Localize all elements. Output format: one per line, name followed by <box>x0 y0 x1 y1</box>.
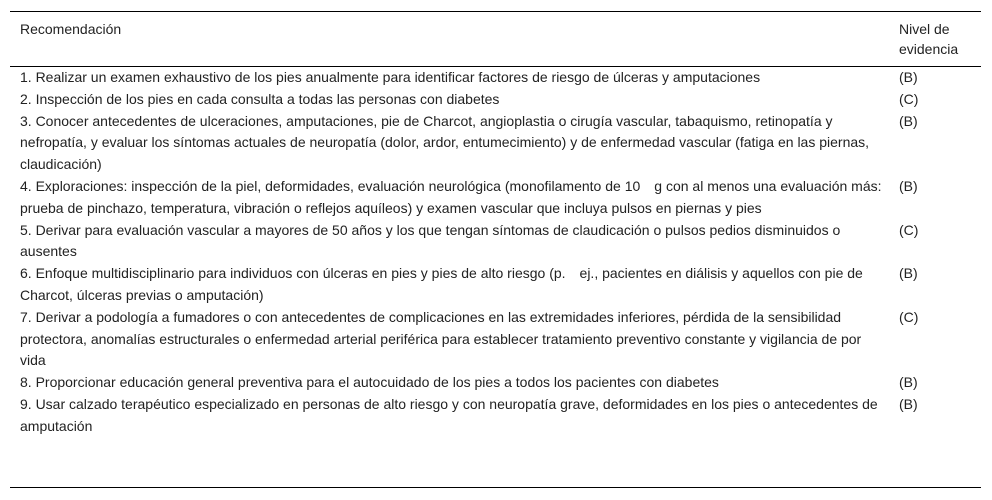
evidence-level-cell: (B) <box>899 177 918 194</box>
evidence-level-cell: (C) <box>899 221 919 238</box>
table-row <box>10 111 981 176</box>
table-bottom-rule <box>10 487 981 488</box>
table-body <box>10 67 981 438</box>
table-row <box>10 176 981 220</box>
table-row <box>10 307 981 372</box>
recommendation-cell: 7. Derivar a podología a fumadores o con antecedentes de complicaciones en las extremidades inferiores, pérdida de la sensibilidad protectora, anomalías estructurales o enfermedad arterial periférica para establecer tratamiento preventivo constante y vigilancia de por vida <box>20 308 862 369</box>
table-row <box>10 67 981 89</box>
recommendation-cell: 2. Inspección de los pies en cada consulta a todas las personas con diabetes <box>20 90 500 107</box>
recommendation-cell: 4. Exploraciones: inspección de la piel, deformidades, evaluación neurológica (monofilamento de 10 g con al menos una evaluación más: prueba de pinchazo, temperatura, vibración o reflejos aquíleos) y examen vascular que incluya pulsos en piernas y pies <box>20 177 882 216</box>
evidence-level-cell: (B) <box>899 374 918 391</box>
recommendation-cell: 5. Derivar para evaluación vascular a mayores de 50 años y los que tengan síntomas de claudicación o pulsos pedios disminuidos o ausentes <box>20 221 841 260</box>
table-row <box>10 89 981 111</box>
recommendation-cell: 9. Usar calzado terapéutico especializado en personas de alto riesgo y con neuropatía grave, deformidades en los pies o antecedentes de amputación <box>20 395 878 434</box>
evidence-level-cell: (B) <box>899 395 918 412</box>
evidence-level-cell: (C) <box>899 308 919 325</box>
header-recommendation: Recomendación <box>20 21 122 37</box>
evidence-level-cell: (C) <box>899 90 919 107</box>
table-row <box>10 263 981 307</box>
evidence-level-cell: (B) <box>899 112 918 129</box>
recommendation-cell: 1. Realizar un examen exhaustivo de los pies anualmente para identificar factores de riesgo de úlceras y amputaciones <box>20 69 761 85</box>
table-row <box>10 394 981 438</box>
table-row <box>10 372 981 394</box>
evidence-level-cell: (B) <box>899 69 918 85</box>
evidence-level-cell: (B) <box>899 265 918 282</box>
header-evidence-level: Nivel de evidencia <box>899 21 959 57</box>
recommendation-cell: 8. Proporcionar educación general preventiva para el autocuidado de los pies a todos los pacientes con diabetes <box>20 374 719 391</box>
table-row <box>10 220 981 264</box>
table-top-rule <box>10 11 981 12</box>
recommendation-cell: 6. Enfoque multidisciplinario para individuos con úlceras en pies y pies de alto riesgo (p. ej., pacientes en diálisis y aquellos con pie de Charcot, úlceras previas o amputación) <box>20 265 863 303</box>
recommendation-cell: 3. Conocer antecedentes de ulceraciones, amputaciones, pie de Charcot, angioplastia o cirugía vascular, tabaquismo, retinopatía y nefropatía, y evaluar los síntomas actuales de neuropatía (dolor, ardor, entumecimiento) y de enfermedad vascular (fatiga en las piernas, claudicación) <box>20 112 870 173</box>
